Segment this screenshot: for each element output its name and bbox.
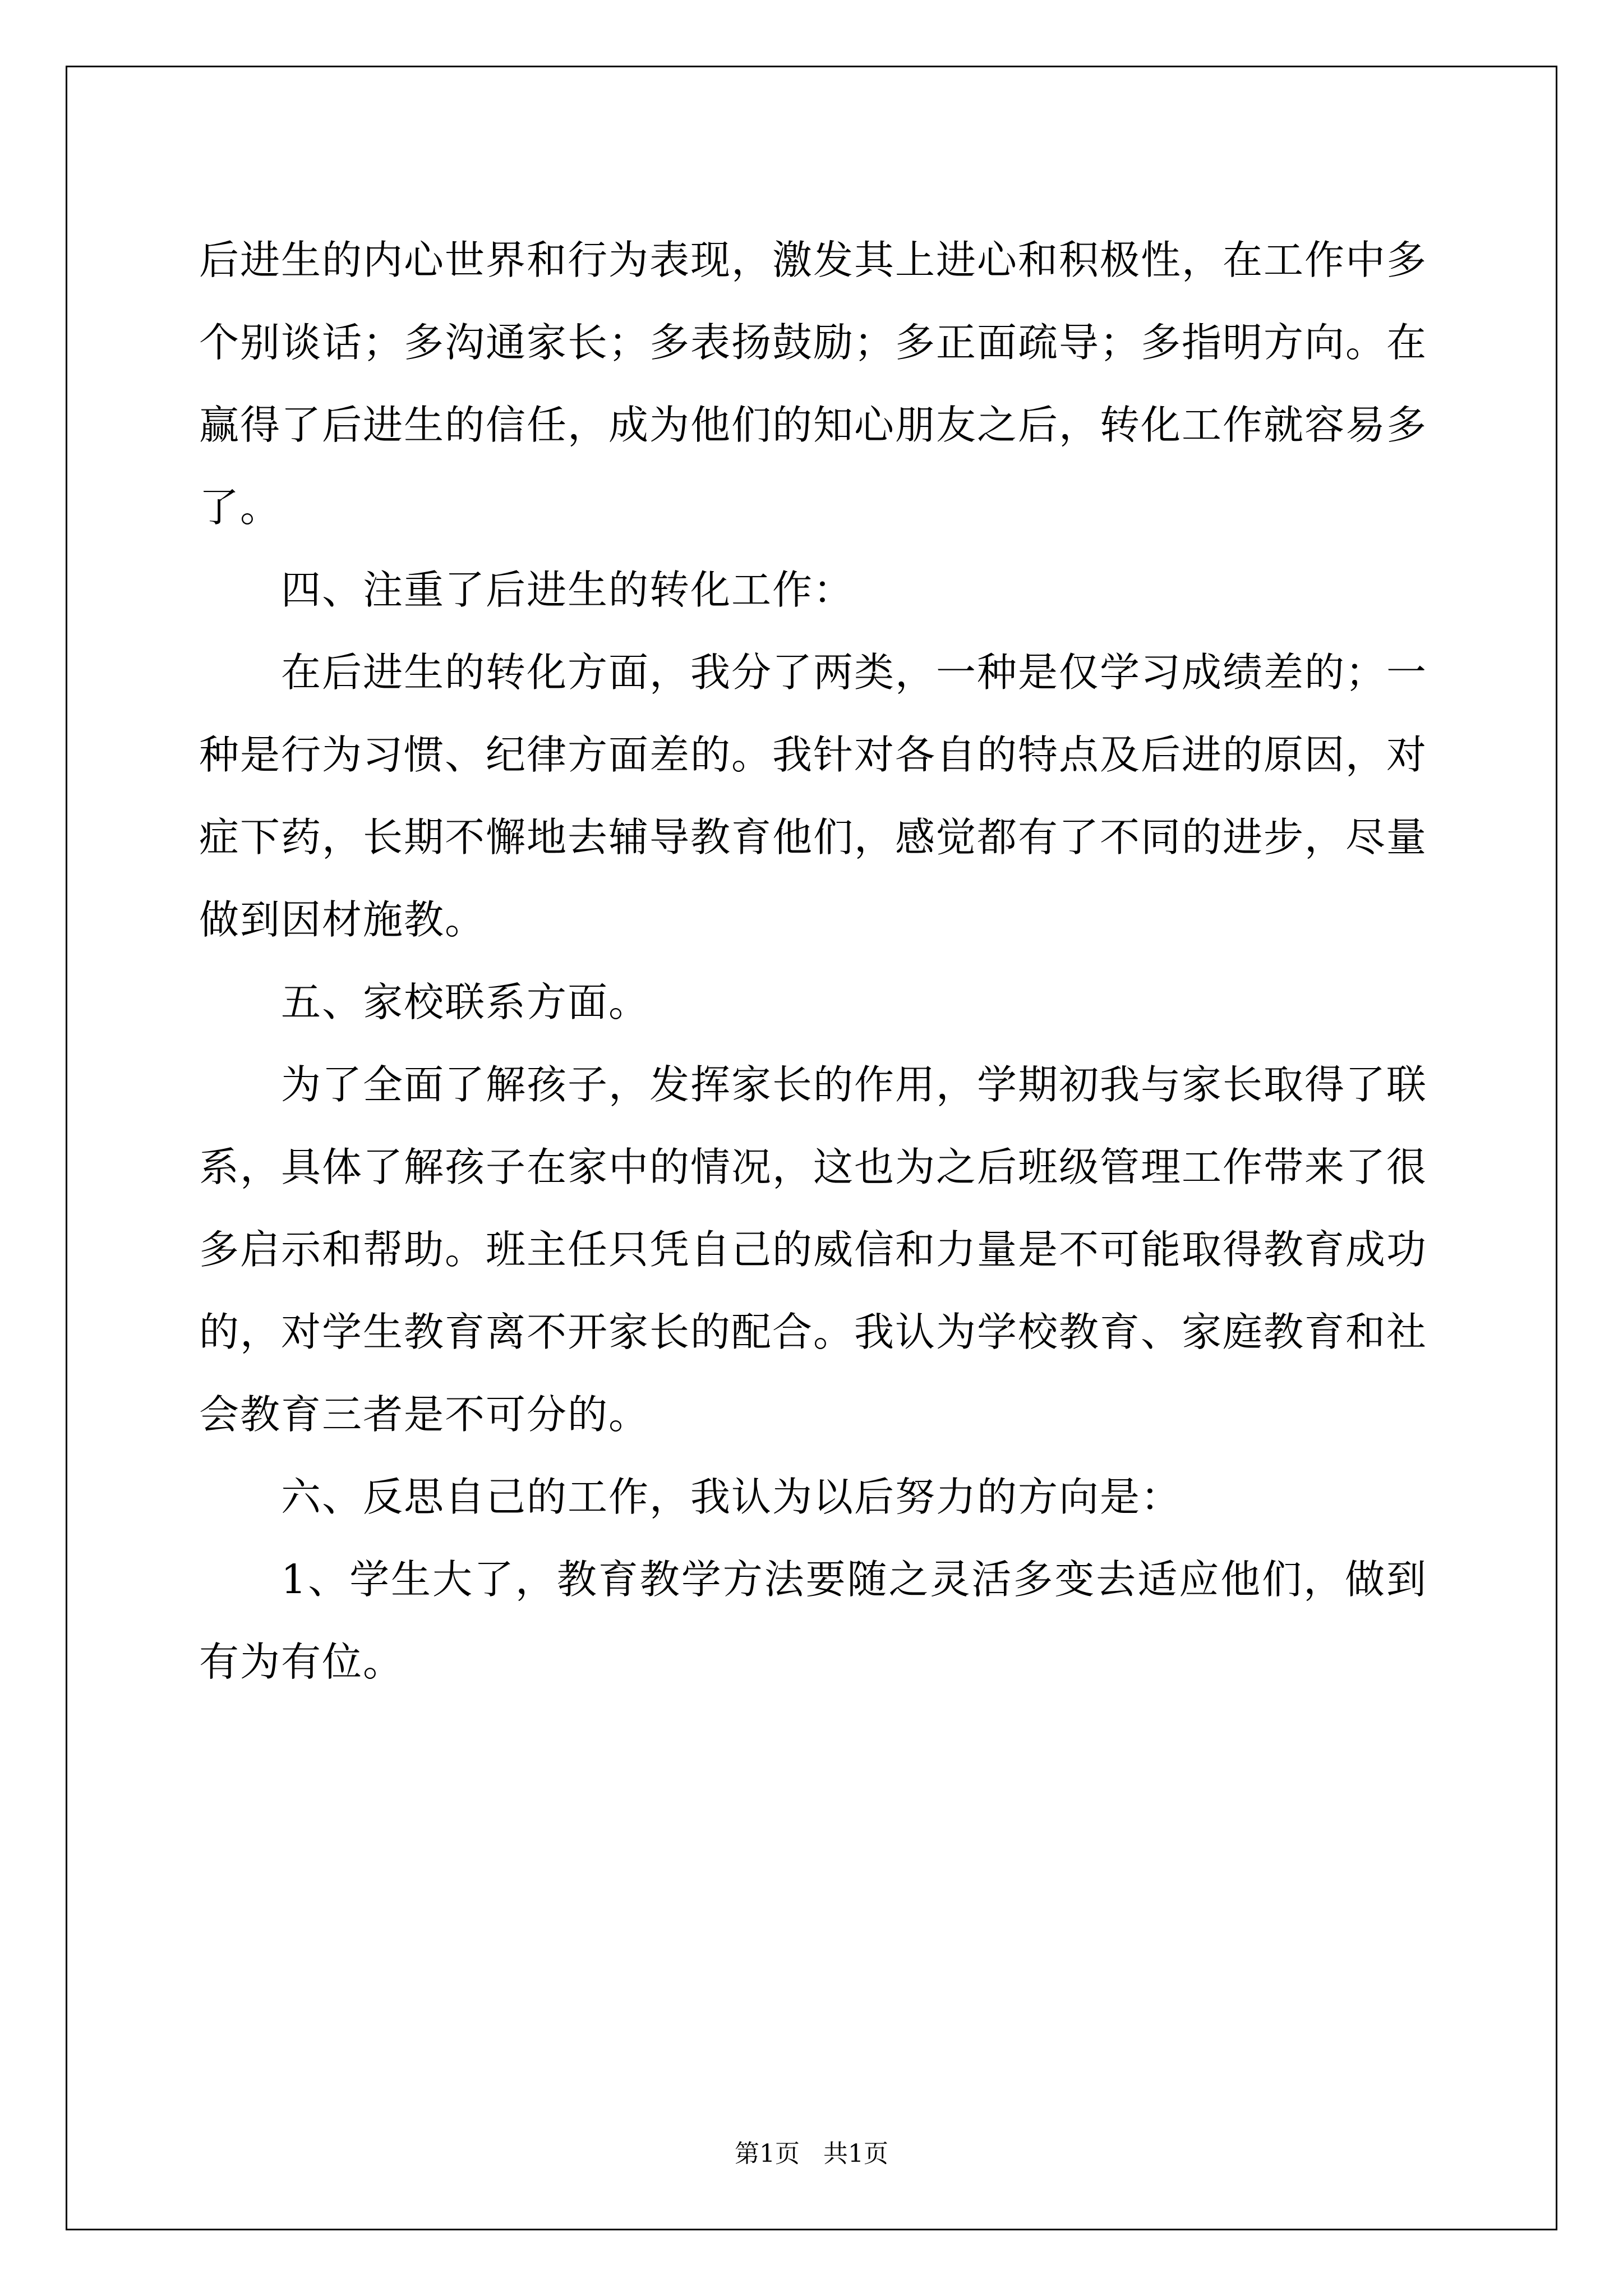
paragraph-continuation: 后进生的内心世界和行为表现，激发其上进心和积极性，在工作中多个别谈话；多沟通家长；多表扬鼓励；多正面疏导；多指明方向。在赢得了后进生的信任，成为他们的知心朋友之后，转化工作就容易多了。	[199, 237, 1428, 531]
section-heading-4: 四、注重了后进生的转化工作：	[281, 567, 855, 613]
page-footer: 第1页 共1页	[735, 2139, 888, 2168]
paragraph-conversion: 在后进生的转化方面，我分了两类，一种是仅学习成绩差的；一种是行为习惯、纪律方面差的。我针对各自的特点及后进的原因，对症下药，长期不懈地去辅导教育他们，感觉都有了不同的进步，尽量做到因材施教。	[199, 649, 1428, 943]
section-heading-5: 五、家校联系方面。	[281, 979, 650, 1025]
document-body	[199, 219, 1427, 1703]
section-heading-6: 六、反思自己的工作，我认为以后努力的方向是：	[281, 1474, 1182, 1520]
list-item-1: 1、学生大了，教育教学方法要随之灵活多变去适应他们，做到有为有位。	[199, 1556, 1427, 1685]
paragraph-home-school: 为了全面了解孩子，发挥家长的作用，学期初我与家长取得了联系，具体了解孩子在家中的情况，这也为之后班级管理工作带来了很多启示和帮助。班主任只凭自己的威信和力量是不可能取得教育成功的，对学生教育离不开家长的配合。我认为学校教育、家庭教育和社会教育三者是不可分的。	[199, 1061, 1428, 1438]
